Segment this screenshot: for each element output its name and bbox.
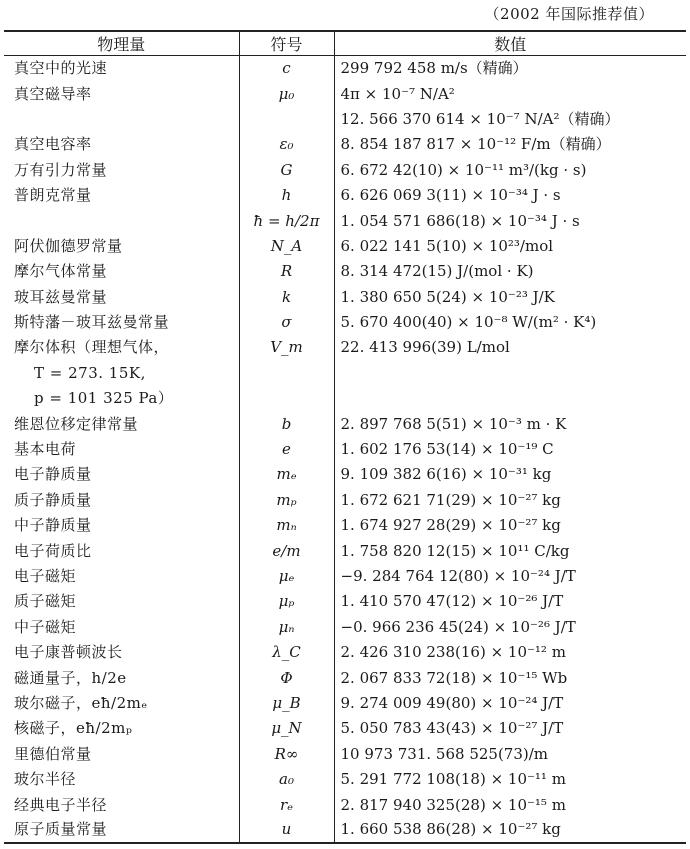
quantity-cell: 基本电荷 <box>14 440 77 459</box>
value-cell: 1. 674 927 28(29) × 10⁻²⁷ kg <box>334 513 686 538</box>
value-cell: 1. 672 621 71(29) × 10⁻²⁷ kg <box>334 487 686 512</box>
header-value: 数值 <box>334 31 686 56</box>
quantity-cell: 电子静质量 <box>14 465 92 484</box>
table-row <box>4 284 686 309</box>
table-row <box>4 716 686 741</box>
value-cell: 6. 672 42(10) × 10⁻¹¹ m³/(kg · s) <box>334 157 686 182</box>
quantity-cell: 玻尔磁子，eħ/2mₑ <box>14 693 148 712</box>
quantity-cell <box>4 208 239 233</box>
symbol-cell: h <box>239 182 334 207</box>
table-row <box>4 614 686 639</box>
value-cell: 2. 426 310 238(16) × 10⁻¹² m <box>334 639 686 664</box>
quantity-cell: 斯特藩－玻耳兹曼常量 <box>14 313 170 332</box>
quantity-cell: 摩尔体积（理想气体， <box>14 338 170 357</box>
table-row <box>4 309 686 334</box>
table-row <box>4 462 686 487</box>
header-row <box>4 31 686 56</box>
symbol-cell: R <box>239 259 334 284</box>
value-cell <box>334 360 686 385</box>
header-quantity: 物理量 <box>4 31 239 56</box>
table-row <box>4 639 686 664</box>
table-row <box>4 259 686 284</box>
symbol-cell: G <box>239 157 334 182</box>
value-cell: 6. 022 141 5(10) × 10²³/mol <box>334 233 686 258</box>
table-row <box>4 665 686 690</box>
symbol-cell: mₚ <box>239 487 334 512</box>
symbol-cell: λ_C <box>239 639 334 664</box>
value-cell: 1. 410 570 47(12) × 10⁻²⁶ J/T <box>334 589 686 614</box>
symbol-cell <box>239 360 334 385</box>
quantity-cell: p = 101 325 Pa） <box>34 389 174 408</box>
symbol-cell: rₑ <box>239 792 334 817</box>
symbol-cell: e/m <box>239 538 334 563</box>
table-row <box>4 563 686 588</box>
value-cell: 9. 274 009 49(80) × 10⁻²⁴ J/T <box>334 690 686 715</box>
quantity-cell: 磁通量子，h/2e <box>14 668 127 687</box>
table-row <box>4 589 686 614</box>
quantity-cell: 质子磁矩 <box>14 592 77 611</box>
table-row <box>4 56 686 81</box>
value-cell: 2. 897 768 5(51) × 10⁻³ m · K <box>334 411 686 436</box>
symbol-cell: σ <box>239 309 334 334</box>
value-cell: −0. 966 236 45(24) × 10⁻²⁶ J/T <box>334 614 686 639</box>
symbol-cell: μₙ <box>239 614 334 639</box>
quantity-cell: 里德伯常量 <box>14 744 92 763</box>
symbol-cell: R∞ <box>239 741 334 766</box>
table-row <box>4 106 686 131</box>
quantity-cell: 质子静质量 <box>14 490 92 509</box>
header-symbol: 符号 <box>239 31 334 56</box>
symbol-cell: b <box>239 411 334 436</box>
value-cell: 22. 413 996(39) L/mol <box>334 335 686 360</box>
table-row <box>4 792 686 817</box>
table-row <box>4 157 686 182</box>
constants-table <box>4 30 686 844</box>
table-row <box>4 386 686 411</box>
value-cell: 299 792 458 m/s（精确） <box>334 56 686 81</box>
value-cell: 5. 291 772 108(18) × 10⁻¹¹ m <box>334 766 686 791</box>
symbol-cell <box>239 106 334 131</box>
quantity-cell: 真空电容率 <box>14 135 92 154</box>
table-row <box>4 208 686 233</box>
symbol-cell: mₑ <box>239 462 334 487</box>
quantity-cell: 真空磁导率 <box>14 84 92 103</box>
value-cell: −9. 284 764 12(80) × 10⁻²⁴ J/T <box>334 563 686 588</box>
table-row <box>4 335 686 360</box>
table-row <box>4 690 686 715</box>
quantity-cell: 核磁子，eħ/2mₚ <box>14 719 133 738</box>
symbol-cell: Φ <box>239 665 334 690</box>
table-row <box>4 436 686 461</box>
symbol-cell: c <box>239 56 334 81</box>
quantity-cell <box>4 106 239 131</box>
symbol-cell: μ_N <box>239 716 334 741</box>
quantity-cell: 维恩位移定律常量 <box>14 414 139 433</box>
table-row <box>4 81 686 106</box>
value-cell: 9. 109 382 6(16) × 10⁻³¹ kg <box>334 462 686 487</box>
value-cell: 1. 660 538 86(28) × 10⁻²⁷ kg <box>334 817 686 842</box>
quantity-cell: 玻尔半径 <box>14 770 77 789</box>
value-cell: 8. 314 472(15) J/(mol · K) <box>334 259 686 284</box>
symbol-cell: k <box>239 284 334 309</box>
standard-note: （2002 年国际推荐值） <box>484 5 654 23</box>
table-row <box>4 741 686 766</box>
value-cell: 8. 854 187 817 × 10⁻¹² F/m（精确） <box>334 132 686 157</box>
quantity-cell: 电子磁矩 <box>14 567 77 585</box>
value-cell: 4π × 10⁻⁷ N/A² <box>334 81 686 106</box>
symbol-cell: e <box>239 436 334 461</box>
symbol-cell: ħ = h/2π <box>239 208 334 233</box>
value-cell: 2. 817 940 325(28) × 10⁻¹⁵ m <box>334 792 686 817</box>
quantity-cell: 摩尔气体常量 <box>14 262 108 281</box>
value-cell: 10 973 731. 568 525(73)/m <box>334 741 686 766</box>
table-row <box>4 513 686 538</box>
table-row <box>4 766 686 791</box>
table-row <box>4 132 686 157</box>
quantity-cell: 万有引力常量 <box>14 160 108 179</box>
quantity-cell: 真空中的光速 <box>14 59 108 78</box>
value-cell: 6. 626 069 3(11) × 10⁻³⁴ J · s <box>334 182 686 207</box>
symbol-cell: a₀ <box>239 766 334 791</box>
symbol-cell: N_A <box>239 233 334 258</box>
table-row <box>4 360 686 385</box>
value-cell: 1. 054 571 686(18) × 10⁻³⁴ J · s <box>334 208 686 233</box>
quantity-cell: 电子荷质比 <box>14 541 92 560</box>
value-cell: 1. 602 176 53(14) × 10⁻¹⁹ C <box>334 436 686 461</box>
quantity-cell: 阿伏伽德罗常量 <box>14 236 123 255</box>
value-cell: 5. 670 400(40) × 10⁻⁸ W/(m² · K⁴) <box>334 309 686 334</box>
table-row <box>4 817 686 842</box>
table-row <box>4 182 686 207</box>
value-cell: 1. 758 820 12(15) × 10¹¹ C/kg <box>334 538 686 563</box>
symbol-cell: V_m <box>239 335 334 360</box>
symbol-cell: μ_B <box>239 690 334 715</box>
symbol-cell: ε₀ <box>239 132 334 157</box>
quantity-cell: 中子静质量 <box>14 516 92 535</box>
symbol-cell: μ₀ <box>239 81 334 106</box>
table-row <box>4 538 686 563</box>
value-cell: 5. 050 783 43(43) × 10⁻²⁷ J/T <box>334 716 686 741</box>
table-row <box>4 233 686 258</box>
quantity-cell: 电子康普顿波长 <box>14 643 123 662</box>
symbol-cell: u <box>239 817 334 842</box>
symbol-cell <box>239 386 334 411</box>
quantity-cell: 中子磁矩 <box>14 617 77 636</box>
table-row <box>4 487 686 512</box>
table-row <box>4 411 686 436</box>
value-cell <box>334 386 686 411</box>
value-cell: 2. 067 833 72(18) × 10⁻¹⁵ Wb <box>334 665 686 690</box>
quantity-cell: T = 273. 15K, <box>34 363 146 382</box>
quantity-cell: 玻耳兹曼常量 <box>14 287 108 306</box>
quantity-cell: 普朗克常量 <box>14 186 92 205</box>
symbol-cell: μₑ <box>239 563 334 588</box>
symbol-cell: μₚ <box>239 589 334 614</box>
table-body <box>4 56 686 843</box>
value-cell: 1. 380 650 5(24) × 10⁻²³ J/K <box>334 284 686 309</box>
value-cell: 12. 566 370 614 × 10⁻⁷ N/A²（精确） <box>334 106 686 131</box>
symbol-cell: mₙ <box>239 513 334 538</box>
quantity-cell: 原子质量常量 <box>4 817 239 842</box>
quantity-cell: 经典电子半径 <box>14 795 108 814</box>
